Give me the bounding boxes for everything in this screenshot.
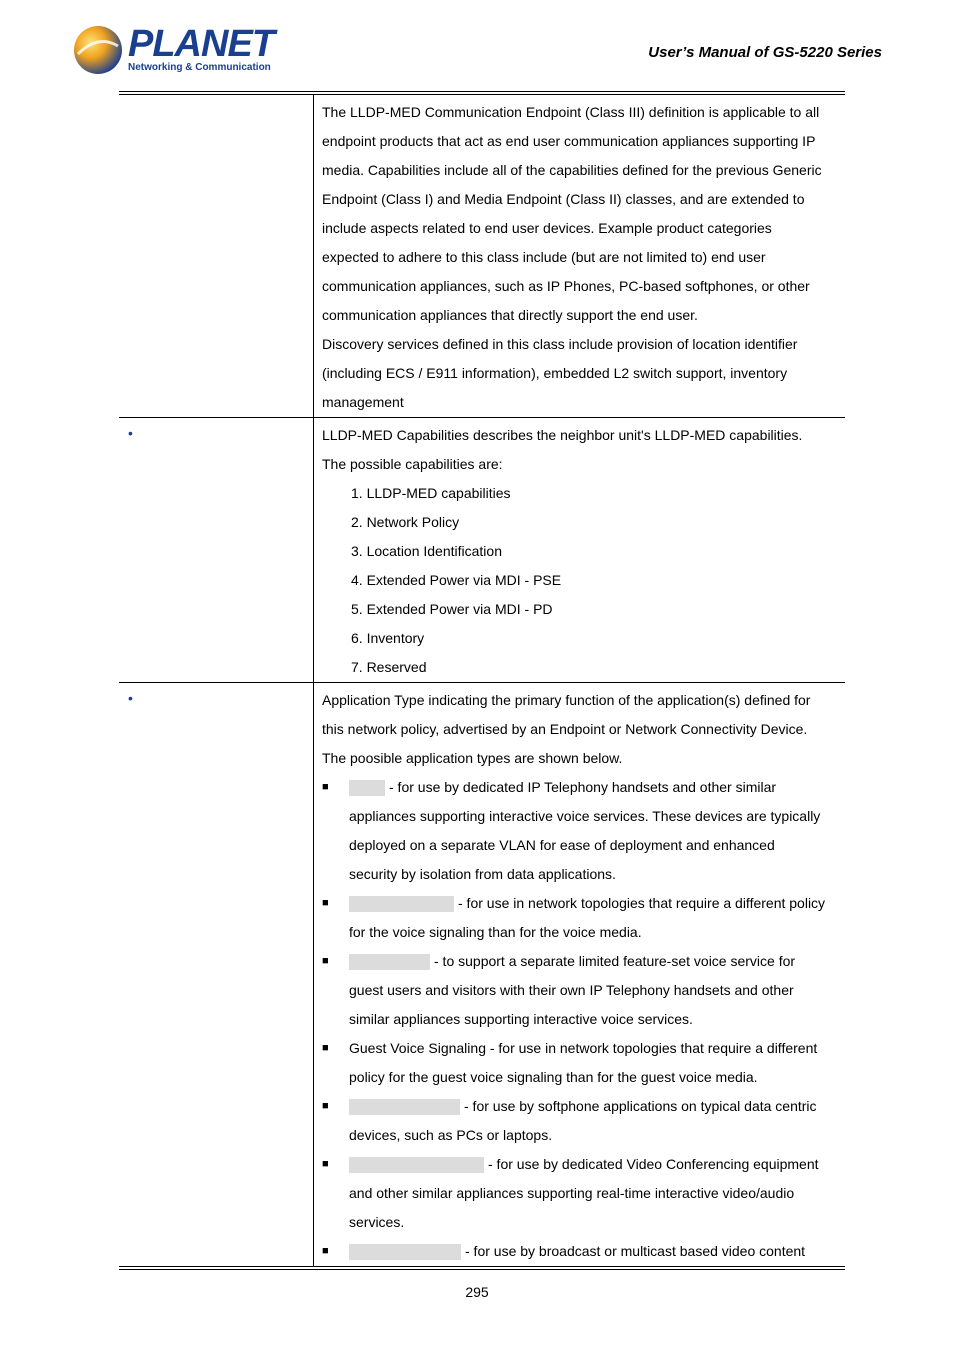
list-item (322, 1034, 839, 1092)
page-number: 295 (465, 1284, 489, 1300)
list-item (322, 1092, 839, 1150)
table-top-rule (119, 91, 845, 92)
manual-title: User’s Manual of GS-5220 Series (648, 44, 882, 61)
text-line: - for use by dedicated IP Telephony handsets and other similar (389, 779, 777, 795)
text-line: include aspects related to end user devices. Example product categories (322, 220, 772, 236)
list-item: 7. Reserved (351, 659, 427, 675)
text-line: and other similar appliances supporting real-time interactive video/audio (349, 1185, 795, 1201)
text-line: Discovery services defined in this class include provision of location identifier (322, 336, 798, 352)
text-line: - to support a separate limited feature-set voice service for (434, 953, 796, 969)
text-line: LLDP-MED Capabilities describes the neighbor unit's LLDP-MED capabilities. (322, 427, 803, 443)
square-bullet-icon: ■ (322, 1158, 329, 1170)
text-line: devices, such as PCs or laptops. (349, 1127, 553, 1143)
parameter-table (119, 91, 845, 1270)
text-line: expected to adhere to this class include (but are not limited to) end user (322, 249, 766, 265)
logo-tagline: Networking & Communication (128, 62, 271, 73)
text-line: media. Capabilities include all of the capabilities defined for the previous Generic (322, 162, 822, 178)
table-bottom-rule (119, 1266, 845, 1267)
bullet-icon: • (128, 425, 133, 441)
globe-icon (72, 24, 124, 76)
logo-wordmark: PLANET (128, 23, 274, 65)
planet-logo (72, 22, 272, 78)
text-line: The LLDP-MED Communication Endpoint (Class III) definition is applicable to all (322, 104, 820, 120)
text-line: deployed on a separate VLAN for ease of deployment and enhanced (349, 837, 775, 853)
text-line: for the voice signaling than for the voice media. (349, 924, 642, 940)
text-line: communication appliances, such as IP Phones, PC-based softphones, or other (322, 278, 810, 294)
redacted-term (349, 896, 454, 912)
row-label-cell (119, 418, 314, 682)
redacted-term (349, 780, 385, 796)
capabilities-description (314, 418, 845, 682)
text-line: The poosible application types are shown below. (322, 750, 623, 766)
square-bullet-icon: ■ (322, 955, 329, 967)
text-line: Endpoint (Class I) and Media Endpoint (Class II) classes, and are extended to (322, 191, 805, 207)
row-label-cell (119, 95, 314, 417)
text-line: Guest Voice Signaling - for use in network topologies that require a different (349, 1040, 818, 1056)
text-line: appliances supporting interactive voice services. These devices are typically (349, 808, 821, 824)
text-line: communication appliances that directly support the end user. (322, 307, 698, 323)
table-row-capabilities (119, 418, 845, 683)
text-line: security by isolation from data applications. (349, 866, 616, 882)
table-row-application-type (119, 683, 845, 1266)
application-type-description (314, 683, 845, 1266)
redacted-term (349, 954, 430, 970)
list-item: 3. Location Identification (351, 543, 502, 559)
table-bottom-rule-outer (119, 1269, 845, 1270)
class3-description (314, 95, 845, 417)
capabilities-list (322, 479, 839, 682)
list-item (322, 773, 839, 889)
list-item: 4. Extended Power via MDI - PSE (351, 572, 562, 588)
list-item: 6. Inventory (351, 630, 425, 646)
redacted-term (349, 1244, 461, 1260)
list-item: 2. Network Policy (351, 514, 460, 530)
text-line: - for use by broadcast or multicast based video content (465, 1243, 806, 1259)
list-item: 1. LLDP-MED capabilities (351, 485, 511, 501)
text-line: The possible capabilities are: (322, 456, 503, 472)
text-line: - for use by softphone applications on typical data centric (464, 1098, 817, 1114)
text-line: guest users and visitors with their own IP Telephony handsets and other (349, 982, 794, 998)
list-item (322, 1150, 839, 1237)
square-bullet-icon: ■ (322, 1042, 329, 1054)
row-label-cell (119, 683, 314, 1266)
list-item (322, 947, 839, 1034)
text-line: - for use in network topologies that require a different policy (458, 895, 826, 911)
square-bullet-icon: ■ (322, 1100, 329, 1112)
text-line: management (322, 394, 404, 410)
text-line: policy for the guest voice signaling than for the guest voice media. (349, 1069, 758, 1085)
page-header (0, 0, 954, 90)
text-line: similar appliances supporting interactive voice services. (349, 1011, 693, 1027)
redacted-term (349, 1099, 460, 1115)
bullet-icon: • (128, 690, 133, 706)
list-item: 5. Extended Power via MDI - PD (351, 601, 553, 617)
text-line: endpoint products that act as end user communication appliances supporting IP (322, 133, 816, 149)
square-bullet-icon: ■ (322, 781, 329, 793)
square-bullet-icon: ■ (322, 1245, 329, 1257)
redacted-term (349, 1157, 484, 1173)
table-row-class3 (119, 95, 845, 418)
text-line: this network policy, advertised by an Endpoint or Network Connectivity Device. (322, 721, 808, 737)
text-line: services. (349, 1214, 405, 1230)
square-bullet-icon: ■ (322, 897, 329, 909)
list-item (322, 1237, 839, 1266)
text-line: Application Type indicating the primary function of the application(s) defined for (322, 692, 811, 708)
text-line: (including ECS / E911 information), embedded L2 switch support, inventory (322, 365, 788, 381)
list-item (322, 889, 839, 947)
text-line: - for use by dedicated Video Conferencing equipment (488, 1156, 819, 1172)
